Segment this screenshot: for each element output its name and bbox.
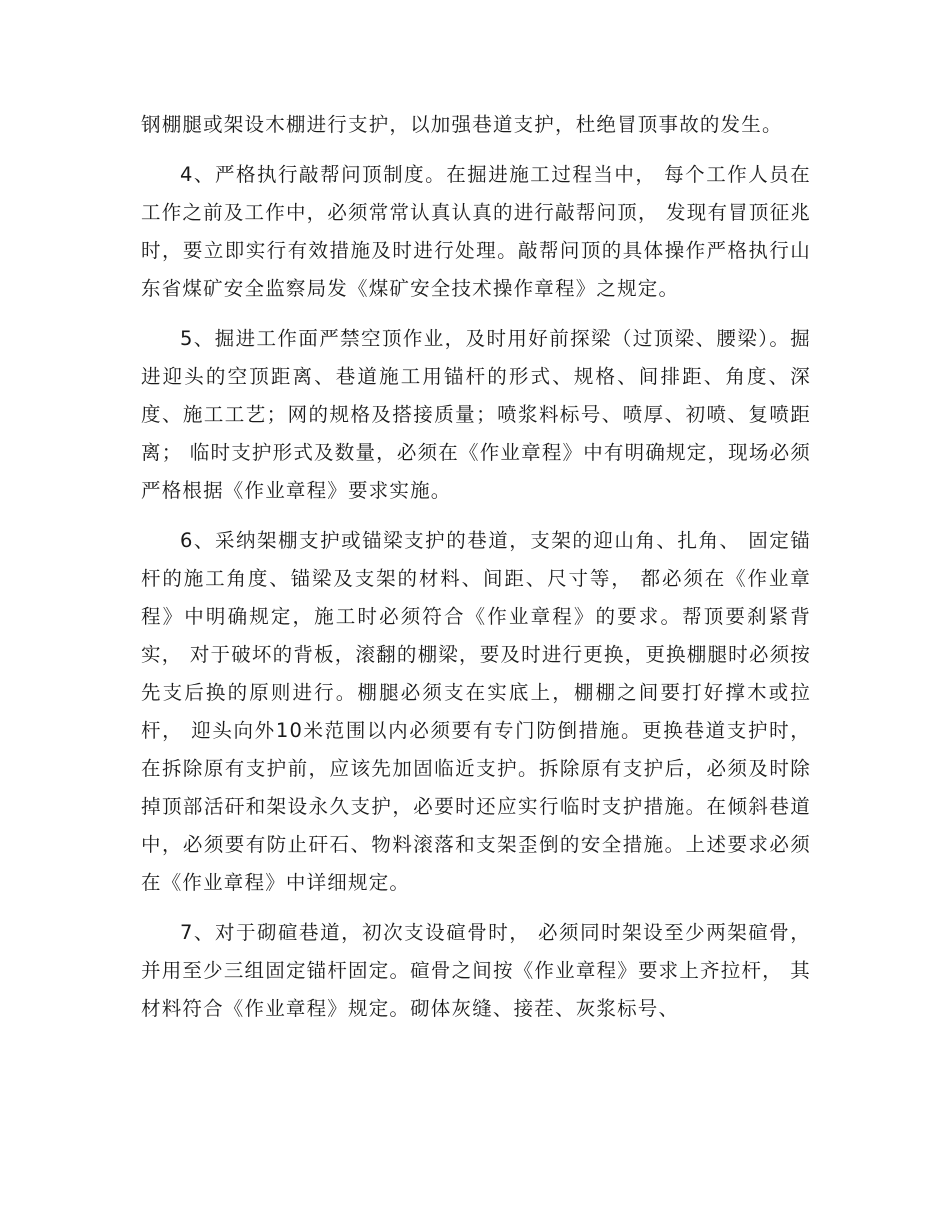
paragraph-continuation: 钢棚腿或架设木棚进行支护，以加强巷道支护，杜绝冒顶事故的发生。 — [141, 113, 783, 136]
paragraph-item-4: 4、严格执行敲帮问顶制度。在掘进施工过程当中， 每个工作人员在工作之前及工作中，必须常常认真认真的进行敲帮问顶， 发现有冒顶征兆时，要立即实行有效措施及时进行处理。敲帮问顶的具体操作严格执行山东省煤矿安全监察局发《煤矿安全技术操作章程》之规定。 — [141, 163, 811, 300]
paragraph-item-6: 6、采纳架棚支护或锚梁支护的巷道，支架的迎山角、扎角、 固定锚杆的施工角度、锚梁及支架的材料、间距、尺寸等， 都必须在《作业章程》中明确规定，施工时必须符合《作业章程》的要求。帮顶要刹紧背实， 对于破坏的背板，滚翻的棚梁，要及时进行更换，更换棚腿时必须按先支后换的原则进行。棚腿必须支在实底上，棚棚之间要打好撑木或拉杆， 迎头向外10米范围以内必须要有专门防倒措施。更换巷道支护时，在拆除原有支护前，应该先加固临近支护。拆除原有支护后，必须及时除掉顶部活矸和架设永久支护，必要时还应实行临时支护措施。在倾斜巷道中，必须要有防止矸石、物料滚落和支架歪倒的安全措施。上述要求必须在《作业章程》中详细规定。 — [141, 529, 811, 894]
paragraph-item-7: 7、对于砌碹巷道，初次支设碹骨时， 必须同时架设至少两架碹骨，并用至少三组固定锚杆固定。碹骨之间按《作业章程》要求上齐拉杆， 其材料符合《作业章程》规定。砌体灰缝、接茬、灰浆标号、 — [141, 921, 811, 1020]
paragraph-item-5: 5、掘进工作面严禁空顶作业，及时用好前探梁（过顶梁、腰梁）。掘进迎头的空顶距离、巷道施工用锚杆的形式、规格、间排距、角度、深度、施工工艺；网的规格及搭接质量；喷浆料标号、喷厚、初喷、复喷距离； 临时支护形式及数量，必须在《作业章程》中有明确规定，现场必须严格根据《作业章程》要求实施。 — [141, 327, 811, 502]
document-body — [141, 106, 811, 1028]
